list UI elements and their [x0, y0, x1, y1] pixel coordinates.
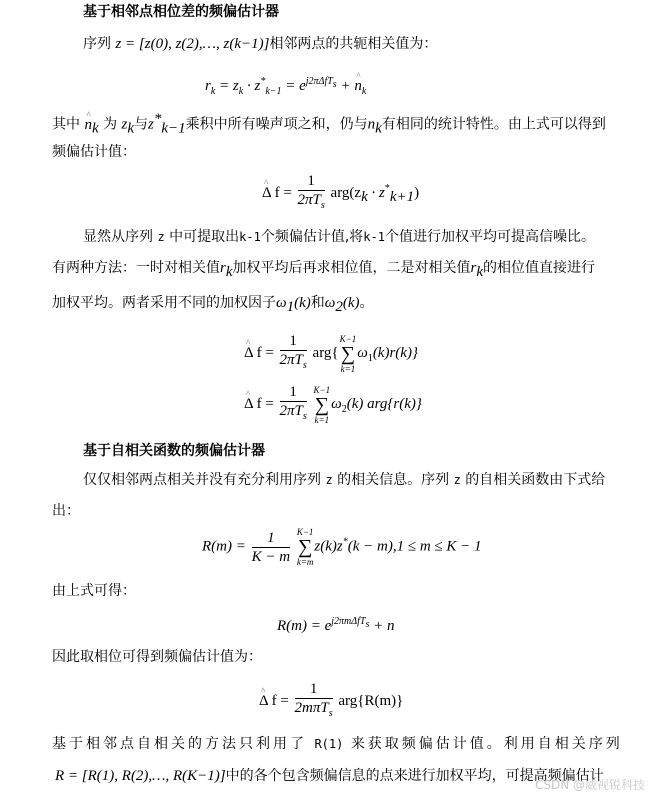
eq-term: R(m) =: [202, 538, 246, 555]
watermark: CSDN @威视锐科技: [534, 778, 645, 792]
delta-f-hat: [259, 691, 289, 711]
summation: [340, 334, 357, 374]
eq-sub: s: [302, 411, 307, 422]
eq-exponent: j2πmΔfT: [331, 616, 366, 627]
equation-autocorrelation: [202, 527, 482, 567]
text: 显然从序列: [83, 229, 153, 245]
equation-autocorrelation-result: [277, 612, 395, 636]
equation-frequency-offset-weighted-2: [244, 383, 422, 426]
numerator: 1: [252, 529, 290, 548]
paragraph-autocorrelation-intro-line2: 出：: [52, 503, 80, 519]
eq-term: arg{R(m)}: [338, 692, 404, 709]
fraction: [295, 680, 333, 723]
math-n-hat: [84, 116, 92, 134]
paragraph-from-above: 由上式可得：: [52, 583, 136, 599]
eq-sub: s: [332, 79, 337, 90]
text: 序列: [83, 36, 111, 52]
eq-sup: *: [153, 111, 162, 127]
eq-sup: *: [342, 536, 348, 548]
paragraph-weighted-average-line3: [52, 294, 374, 316]
eq-dot: ·: [246, 78, 251, 94]
math-r: r: [220, 260, 226, 276]
text: 来获取频偏估计值。利用自相关序列: [350, 736, 623, 752]
eq-sub: k: [361, 86, 367, 97]
eq-term: · z: [367, 184, 385, 201]
eq-term: Δ f =: [244, 344, 274, 361]
eq-term: Δ f =: [262, 184, 292, 201]
math-sequence: R = [R(1), R(2),…, R(K−1)]: [55, 768, 226, 784]
eq-term: (k − m),1 ≤ m ≤ K − 1: [347, 538, 482, 555]
sum-lower: k=1: [340, 363, 356, 374]
eq-term: Δ f =: [259, 692, 289, 709]
text: 中的各个包含频偏信息的点来进行加权平均，可提高频偏估计: [225, 768, 604, 784]
numerator: 1: [280, 383, 307, 402]
eq-sup: *: [260, 76, 266, 87]
sum-lower: k=1: [314, 414, 330, 425]
eq-term: (k) arg{r(k)}: [346, 395, 422, 412]
text: 有相同的统计特性。由上式可以得到: [381, 116, 606, 133]
text: 仅仅相邻两点相关并没有充分利用序列: [83, 472, 321, 488]
text: 与: [134, 116, 149, 133]
text: 的自相关函数由下式给: [465, 472, 606, 488]
text: 个频偏估计值,将: [260, 229, 364, 245]
code-z: z: [157, 230, 165, 244]
math-arg: (k): [294, 295, 311, 311]
numerator: 1: [280, 332, 307, 351]
eq-sub: s: [365, 619, 370, 630]
text: 基于相邻点自相关的方法只利用了: [52, 736, 307, 752]
delta-f-hat: [244, 343, 274, 363]
eq-term: + n: [369, 618, 395, 634]
eq-term: Δ f =: [244, 395, 274, 412]
eq-term: r: [205, 78, 211, 94]
sigma-icon: ∑: [297, 536, 313, 558]
text: 中可提取出: [169, 229, 240, 245]
paragraph-weighted-average-line2: [52, 259, 595, 281]
eq-sub: k: [225, 263, 233, 280]
code-z: z: [453, 473, 461, 487]
eq-sub: k−1: [161, 120, 186, 137]
math-r: r: [470, 260, 477, 276]
denominator: [298, 191, 325, 215]
delta-f-hat: [262, 183, 292, 203]
eq-sub: k−1: [265, 86, 282, 97]
eq-sub: s: [328, 708, 333, 719]
eq-term: ω: [331, 395, 342, 412]
equation-conjugate-correlation: [205, 72, 366, 102]
eq-term: 2πT: [279, 403, 303, 419]
text: 个值进行加权平均可提高信噪比。: [384, 229, 595, 245]
math-n: n: [367, 116, 376, 133]
sigma-icon: ∑: [314, 393, 329, 416]
eq-term: R(m) = e: [277, 618, 332, 634]
text: 的相关信息。序列: [337, 472, 450, 488]
fraction: [280, 332, 307, 375]
sum-lower: k=m: [296, 557, 314, 567]
paragraph-weighted-average-line1: [83, 228, 595, 246]
eq-sub: k+1: [389, 188, 415, 205]
fraction: [280, 383, 307, 426]
eq-sub: 2: [341, 403, 347, 415]
denominator: [280, 402, 307, 426]
eq-term: n: [354, 78, 362, 94]
sigma-icon: ∑: [340, 342, 356, 365]
eq-sub: k: [210, 86, 216, 97]
eq-term: 2mπT: [294, 700, 329, 716]
paragraph-take-phase: 因此取相位可得到频偏估计值为：: [52, 649, 262, 665]
sum-upper: K−1: [339, 333, 357, 344]
code-k-minus-1: k-1: [363, 230, 385, 244]
eq-sub: 1: [286, 298, 295, 315]
eq-sub: k: [127, 120, 135, 137]
denominator: [280, 351, 307, 375]
equation-frequency-offset-weighted-1: [244, 332, 418, 375]
eq-sub: k: [91, 120, 99, 137]
hat-n: [354, 76, 362, 96]
fraction: [252, 529, 290, 566]
eq-term: arg(z: [330, 184, 362, 201]
eq-term: ): [414, 184, 420, 201]
eq-term: z(k)z: [314, 538, 343, 555]
text: 的相位值直接进行: [483, 260, 596, 276]
eq-sup: *: [384, 182, 390, 194]
code-z: z: [325, 473, 333, 487]
text: 为: [103, 116, 118, 133]
equation-frequency-offset-autocorr: [259, 680, 403, 723]
eq-term: arg{: [312, 344, 339, 361]
code-R1: R(1): [314, 737, 344, 751]
eq-sub: k: [476, 263, 484, 280]
paragraph-sequence-definition: [83, 35, 437, 53]
section-heading-autocorrelation: 基于自相关函数的频偏估计器: [83, 443, 265, 459]
text: 。: [359, 295, 374, 311]
eq-plus: +: [340, 78, 351, 94]
text: 加权平均后再求相位值，二是对相关值: [232, 260, 471, 276]
eq-term: z: [254, 78, 261, 94]
text: 相邻两点的共轭相关值为：: [269, 36, 438, 52]
summation: [297, 527, 314, 567]
eq-sub: s: [320, 200, 325, 211]
eq-term: = z: [219, 78, 239, 94]
paragraph-autocorrelation-intro: [83, 471, 605, 489]
math-omega: ω: [276, 295, 287, 311]
numerator: 1: [295, 680, 333, 699]
eq-sub: 1: [367, 352, 373, 364]
math-omega: ω: [324, 295, 336, 311]
eq-term: n: [84, 116, 92, 133]
text: 乘积中所有噪声项之和，仍与: [185, 116, 368, 133]
text: 有两种方法：一时对相关值: [52, 260, 220, 276]
eq-sub: s: [302, 360, 307, 371]
eq-sub: k: [238, 86, 244, 97]
text: 和: [310, 295, 325, 311]
paragraph-noise-description-line2: 频偏估计值：: [52, 144, 136, 160]
math-z: z: [148, 116, 154, 133]
denominator: [295, 699, 333, 723]
sum-upper: K−1: [296, 527, 314, 537]
paragraph-adjacent-autocorr-method-line2: [55, 767, 604, 785]
eq-sub: 2: [335, 298, 343, 315]
numerator: 1: [298, 172, 325, 191]
math-arg: (k): [342, 295, 360, 311]
eq-sub: k: [361, 188, 368, 205]
text: 其中: [52, 116, 80, 133]
section-heading-phase-difference: 基于相邻点相位差的频偏估计器: [83, 4, 279, 20]
denominator: K − m: [251, 548, 291, 565]
code-k-minus-1: k-1: [239, 230, 261, 244]
fraction: [298, 172, 325, 215]
math-z: z: [121, 116, 128, 133]
eq-term: = e: [285, 78, 306, 94]
eq-sub: k: [375, 120, 382, 137]
paragraph-noise-description: [52, 110, 606, 137]
eq-term: 2πT: [297, 192, 321, 208]
summation: [314, 385, 331, 425]
delta-f-hat: [244, 394, 274, 414]
eq-exponent: j2πΔfT: [305, 76, 333, 87]
eq-term: (k)r(k)}: [372, 344, 418, 361]
sum-upper: K−1: [313, 384, 331, 395]
paragraph-adjacent-autocorr-method: [52, 735, 623, 753]
math-sequence: z = [z(0), z(2),…, z(k−1)]: [115, 36, 270, 52]
eq-term: ω: [357, 344, 368, 361]
eq-term: 2πT: [279, 352, 303, 368]
equation-frequency-offset-1: [262, 172, 419, 215]
text: 加权平均。两者采用不同的加权因子: [52, 295, 276, 311]
